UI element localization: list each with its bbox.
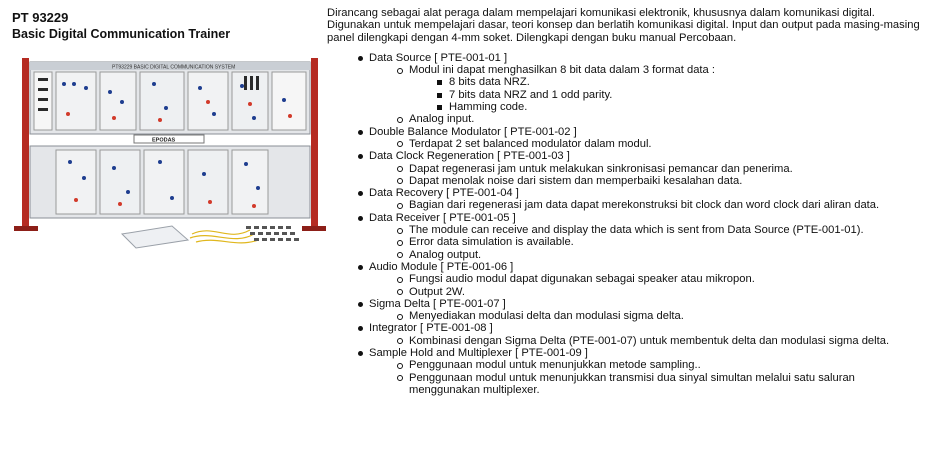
connector-blocks: [246, 226, 299, 241]
format-item: 8 bits data NRZ.: [409, 76, 927, 88]
module-detail-text: Dapat menolak noise dari sistem dan memperbaiki kesalahan data.: [409, 174, 743, 187]
module-detail-item: [369, 359, 927, 371]
module-detail-text: Analog output.: [409, 248, 482, 261]
module-detail-list: [369, 224, 927, 261]
module-detail-item: [369, 199, 927, 211]
product-title-block: [12, 10, 230, 42]
module-detail-text: Analog input.: [409, 113, 475, 126]
module-detail-list: [369, 138, 927, 150]
module-detail-text: Dapat regenerasi jam untuk melakukan sinkronisasi pemancar dan penerima.: [409, 162, 793, 175]
module-detail-item: [369, 64, 927, 113]
module-item: [327, 126, 927, 151]
module-detail-item: [369, 335, 927, 347]
module-detail-item: [369, 138, 927, 150]
module-item: [327, 298, 927, 323]
module-detail-text: The module can receive and display the data which is sent from Data Source (PTE-001-01).: [409, 224, 864, 237]
module-item: [327, 322, 927, 347]
module-detail-item: [369, 163, 927, 175]
module-detail-list: [369, 359, 927, 396]
module-item: [327, 261, 927, 298]
frame-base-right: [311, 58, 318, 228]
module-detail-text: Kombinasi dengan Sigma Delta (PTE-001-07) untuk membentuk delta dan modulasi sigma delta.: [409, 334, 890, 347]
module-detail-text: Bagian dari regenerasi jam data dapat merekonstruksi bit clock dan word clock dari aliran data.: [409, 199, 880, 212]
module-detail-item: [369, 175, 927, 187]
frame-foot-right: [302, 226, 326, 231]
patch-cords: [190, 230, 258, 243]
module-label: Data Recovery [ PTE-001-04 ]: [369, 187, 519, 200]
product-photo: [14, 58, 326, 254]
frame-foot-left: [14, 226, 38, 231]
module-detail-text: Error data simulation is available.: [409, 236, 574, 249]
description: [327, 7, 927, 396]
module-detail-text: Fungsi audio modul dapat digunakan sebagai speaker atau mikropon.: [409, 273, 755, 286]
module-item: [327, 212, 927, 261]
product-name: Basic Digital Communication Trainer: [12, 27, 231, 41]
module-label: Audio Module [ PTE-001-06 ]: [369, 260, 514, 273]
module-detail-list: [369, 199, 927, 211]
module-detail-text: Menyediakan modulasi delta dan modulasi sigma delta.: [409, 310, 684, 323]
module-item: [327, 52, 927, 126]
module-detail-text: Penggunaan modul untuk menunjukkan transmisi dua sinyal simultan melalui satu saluran menggunakan multiplexer.: [409, 371, 855, 396]
module-detail-list: [369, 335, 927, 347]
module-item: [327, 150, 927, 187]
module-detail-item: [369, 224, 927, 236]
intro-paragraph: Dirancang sebagai alat peraga dalam mempelajari komunikasi elektronik, khususnya dalam komunikasi digital. Digunakan untuk mempelajari dasar, teori konsep dan berlatih komunikasi digital. Input dan output pada masing-masing panel dilengkapi dengan 4-mm soket. Dilengkapi dengan buku manual Percobaan.: [327, 7, 920, 44]
module-detail-item: [369, 273, 927, 285]
frame-base-left: [22, 58, 29, 228]
module-label: Sigma Delta [ PTE-001-07 ]: [369, 297, 506, 310]
module-detail-text: Terdapat 2 set balanced modulator dalam modul.: [409, 137, 652, 150]
product-code: PT 93229: [12, 10, 69, 25]
format-list: [409, 76, 927, 113]
module-detail-text: Modul ini dapat menghasilkan 8 bit data dalam 3 format data :: [409, 64, 715, 77]
module-label: Data Source [ PTE-001-01 ]: [369, 51, 508, 64]
module-detail-item: [369, 372, 927, 397]
module-detail-item: [369, 249, 927, 261]
format-item: Hamming code.: [409, 101, 927, 113]
module-detail-list: [369, 64, 927, 125]
manual-book: [122, 226, 188, 248]
module-label: Integrator [ PTE-001-08 ]: [369, 322, 493, 335]
module-label: Data Clock Regeneration [ PTE-001-03 ]: [369, 150, 570, 163]
module-detail-text: Output 2W.: [409, 285, 465, 298]
module-item: [327, 347, 927, 396]
module-detail-list: [369, 310, 927, 322]
module-item: [327, 187, 927, 212]
module-list: [327, 52, 927, 396]
module-label: Double Balance Modulator [ PTE-001-02 ]: [369, 125, 577, 138]
module-detail-item: [369, 286, 927, 298]
format-item: 7 bits data NRZ and 1 odd parity.: [409, 89, 927, 101]
module-detail-text: Penggunaan modul untuk menunjukkan metode sampling..: [409, 359, 701, 372]
module-label: Data Receiver [ PTE-001-05 ]: [369, 211, 516, 224]
module-label: Sample Hold and Multiplexer [ PTE-001-09 ]: [369, 347, 588, 360]
brand-logo: EPODAS: [152, 137, 176, 144]
panel-label: PT93229 BASIC DIGITAL COMMUNICATION SYSTEM: [112, 64, 236, 71]
module-detail-list: [369, 163, 927, 188]
module-detail-item: [369, 236, 927, 248]
module-detail-list: [369, 273, 927, 298]
module-detail-item: [369, 310, 927, 322]
module-detail-item: [369, 113, 927, 125]
